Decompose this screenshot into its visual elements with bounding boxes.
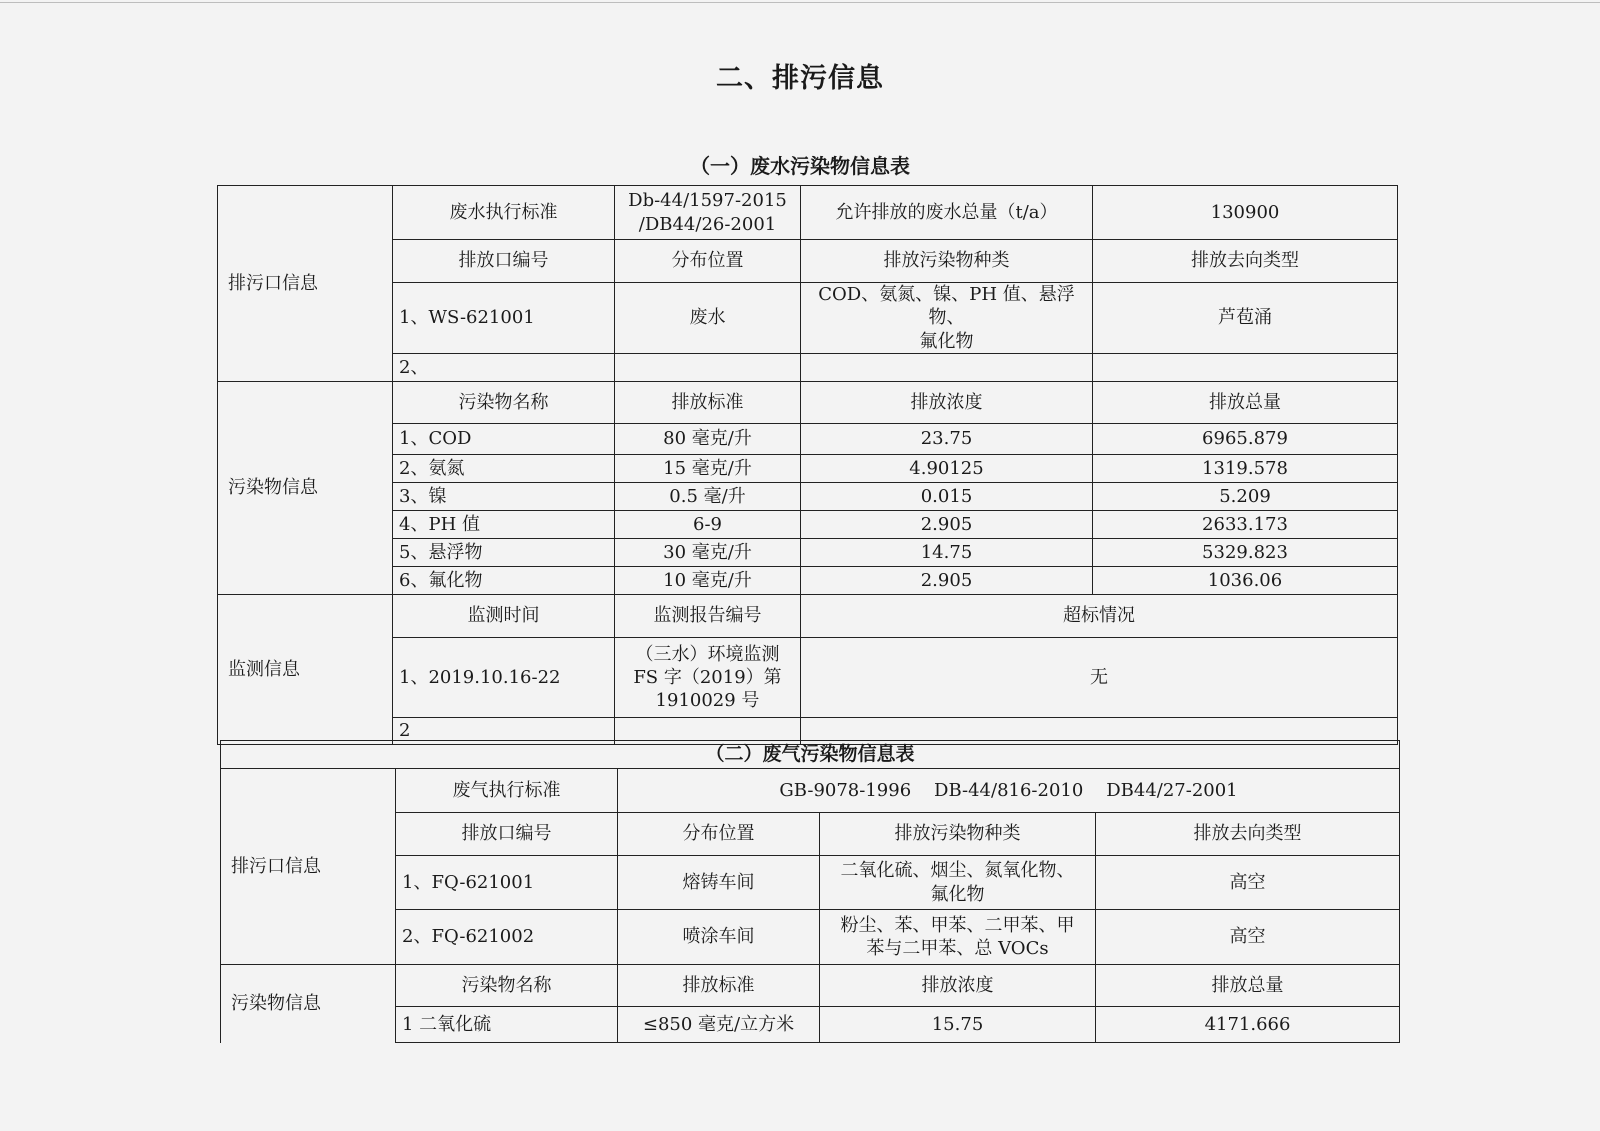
total-value: 130900 (1093, 186, 1398, 240)
standard-label: 废气执行标准 (396, 769, 618, 813)
table-header-row (221, 965, 1400, 1007)
header-standard: 排放标准 (615, 382, 801, 424)
pollutant-concentration: 4.90125 (801, 455, 1093, 483)
pollutant-concentration: 14.75 (801, 539, 1093, 567)
outlet-pollutants (801, 354, 1093, 382)
header-pollutant-types: 排放污染物种类 (820, 813, 1096, 856)
table-row (218, 483, 1398, 511)
outlet-id: 2、 (393, 354, 615, 382)
pollutant-total: 5.209 (1093, 483, 1398, 511)
pollutant-section-label: 污染物信息 (218, 382, 393, 595)
outlet-pollutants: 粉尘、苯、甲苯、二甲苯、甲 苯与二甲苯、总 VOCs (820, 910, 1096, 965)
table-header-row (218, 240, 1398, 283)
standard-value: Db-44/1597-2015 /DB44/26-2001 (615, 186, 801, 240)
table-row (218, 638, 1398, 718)
header-total: 排放总量 (1093, 382, 1398, 424)
header-monitor-time: 监测时间 (393, 595, 615, 638)
pollutant-section-label: 污染物信息 (221, 965, 396, 1043)
table-row (218, 424, 1398, 455)
outlet-location: 熔铸车间 (618, 856, 820, 910)
pollutant-standard: 80 毫克/升 (615, 424, 801, 455)
header-exceed: 超标情况 (801, 595, 1398, 638)
header-concentration: 排放浓度 (820, 965, 1096, 1007)
header-concentration: 排放浓度 (801, 382, 1093, 424)
table-row (218, 354, 1398, 382)
outlet-section-label: 排污口信息 (218, 186, 393, 382)
pollutant-total: 2633.173 (1093, 511, 1398, 539)
table-row (218, 186, 1398, 240)
table-row (218, 567, 1398, 595)
header-destination: 排放去向类型 (1093, 240, 1398, 283)
outlet-location: 喷涂车间 (618, 910, 820, 965)
pollutant-name: 5、悬浮物 (393, 539, 615, 567)
table-row (221, 910, 1400, 965)
pollutant-total: 6965.879 (1093, 424, 1398, 455)
table-row (221, 856, 1400, 910)
header-outlet-id: 排放口编号 (393, 240, 615, 283)
monitor-section-label: 监测信息 (218, 595, 393, 745)
wastewater-table (217, 185, 1398, 745)
pollutant-name: 4、PH 值 (393, 511, 615, 539)
table-row (221, 741, 1400, 769)
outlet-id: 2、FQ-621002 (396, 910, 618, 965)
pollutant-standard: 30 毫克/升 (615, 539, 801, 567)
header-total: 排放总量 (1096, 965, 1400, 1007)
outlet-location (615, 354, 801, 382)
header-pollutant-name: 污染物名称 (396, 965, 618, 1007)
standard-value: GB-9078-1996 DB-44/816-2010 DB44/27-2001 (618, 769, 1400, 813)
outlet-location: 废水 (615, 283, 801, 354)
outlet-pollutants: 二氧化硫、烟尘、氮氧化物、 氟化物 (820, 856, 1096, 910)
outlet-section-label: 排污口信息 (221, 769, 396, 965)
header-standard: 排放标准 (618, 965, 820, 1007)
outlet-id: 1、WS-621001 (393, 283, 615, 354)
standard-label: 废水执行标准 (393, 186, 615, 240)
table-row (218, 511, 1398, 539)
pollutant-standard: 6-9 (615, 511, 801, 539)
table-header-row (221, 813, 1400, 856)
table-row (218, 539, 1398, 567)
pollutant-name: 1 二氧化硫 (396, 1007, 618, 1043)
table-row (218, 455, 1398, 483)
header-pollutant-name: 污染物名称 (393, 382, 615, 424)
page-title: 二、排污信息 (716, 63, 884, 94)
pollutant-concentration: 15.75 (820, 1007, 1096, 1043)
monitor-time: 1、2019.10.16-22 (393, 638, 615, 718)
table-header-row (218, 595, 1398, 638)
total-label: 允许排放的废水总量（t/a） (801, 186, 1093, 240)
table-row (221, 1007, 1400, 1043)
outlet-destination: 芦苞涌 (1093, 283, 1398, 354)
header-location: 分布位置 (615, 240, 801, 283)
pollutant-total: 1319.578 (1093, 455, 1398, 483)
pollutant-total: 4171.666 (1096, 1007, 1400, 1043)
outlet-destination (1093, 354, 1398, 382)
pollutant-name: 1、COD (393, 424, 615, 455)
monitor-exceed: 无 (801, 638, 1398, 718)
monitor-time: 2 (393, 718, 615, 745)
pollutant-concentration: 2.905 (801, 567, 1093, 595)
pollutant-name: 6、氟化物 (393, 567, 615, 595)
outlet-pollutants: COD、氨氮、镍、PH 值、悬浮物、 氟化物 (801, 283, 1093, 354)
outlet-id: 1、FQ-621001 (396, 856, 618, 910)
pollutant-concentration: 0.015 (801, 483, 1093, 511)
pollutant-name: 3、镍 (393, 483, 615, 511)
pollutant-standard: 15 毫克/升 (615, 455, 801, 483)
header-pollutant-types: 排放污染物种类 (801, 240, 1093, 283)
table-header-row (218, 382, 1398, 424)
top-edge-line (0, 2, 1600, 3)
outlet-destination: 高空 (1096, 910, 1400, 965)
pollutant-standard: ≤850 毫克/立方米 (618, 1007, 820, 1043)
pollutant-standard: 10 毫克/升 (615, 567, 801, 595)
header-destination: 排放去向类型 (1096, 813, 1400, 856)
pollutant-name: 2、氨氮 (393, 455, 615, 483)
monitor-report-no: （三水）环境监测 FS 字（2019）第 1910029 号 (615, 638, 801, 718)
pollutant-total: 5329.823 (1093, 539, 1398, 567)
table-row (218, 283, 1398, 354)
header-location: 分布位置 (618, 813, 820, 856)
pollutant-concentration: 23.75 (801, 424, 1093, 455)
table-row (221, 769, 1400, 813)
outlet-destination: 高空 (1096, 856, 1400, 910)
pollutant-standard: 0.5 毫/升 (615, 483, 801, 511)
header-report-no: 监测报告编号 (615, 595, 801, 638)
pollutant-concentration: 2.905 (801, 511, 1093, 539)
waste-gas-table-title: （二）废气污染物信息表 (221, 741, 1400, 769)
wastewater-table-title: （一）废水污染物信息表 (690, 154, 910, 178)
pollutant-total: 1036.06 (1093, 567, 1398, 595)
waste-gas-table (220, 740, 1400, 1043)
header-outlet-id: 排放口编号 (396, 813, 618, 856)
